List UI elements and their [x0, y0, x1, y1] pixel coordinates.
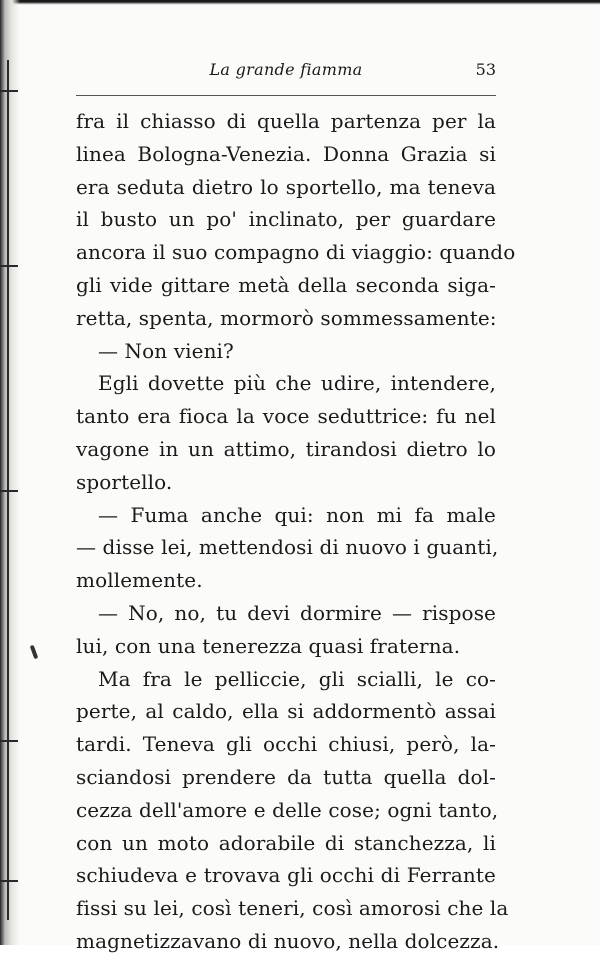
text-line: magnetizzavano di nuovo, nella dolcezza.: [76, 928, 500, 953]
text-line: perte, al caldo, ella si addormentò assai: [76, 699, 496, 724]
text-line: Egli dovette più che udire, intendere,: [98, 371, 496, 396]
binding-stitch: [0, 740, 18, 742]
text-line: ancora il suo compagno di viaggio: quando: [76, 240, 516, 265]
text-line: lui, con una tenerezza quasi fraterna.: [76, 633, 461, 658]
text-line: schiudeva e trovava gli occhi di Ferrante: [76, 863, 496, 888]
header-rule: [76, 95, 496, 96]
text-line: fra il chiasso di quella partenza per la: [76, 109, 496, 133]
text-line: mollemente.: [76, 568, 203, 593]
body-text: [76, 105, 516, 958]
binding-stitch: [0, 880, 18, 882]
page-header: [76, 56, 496, 88]
text-line: — No, no, tu devi dormire — rispose: [98, 600, 496, 625]
text-line: tanto era fioca la voce seduttrice: fu nel: [76, 404, 496, 429]
running-title: La grande fiamma: [209, 60, 363, 79]
text-line: — disse lei, mettendosi di nuovo i guanti,: [76, 535, 499, 560]
binding-edge: [0, 0, 20, 945]
ink-mark: [30, 645, 39, 660]
text-line: retta, spenta, mormorò sommessamente:: [76, 305, 497, 330]
text-line: con un moto adorabile di stanchezza, li: [76, 830, 496, 855]
text-line: Ma fra le pelliccie, gli scialli, le co-: [98, 666, 496, 691]
text-line: il busto un po' inclinato, per guardare: [76, 207, 496, 232]
text-line: cezza dell'amore e delle cose; ogni tanto,: [76, 797, 499, 822]
page-number: 53: [475, 60, 496, 79]
text-line: vagone in un attimo, tirandosi dietro lo: [76, 436, 496, 461]
binding-stitch: [0, 265, 18, 267]
text-line: sportello.: [76, 469, 173, 494]
text-line: fissi su lei, così teneri, così amorosi che la: [76, 896, 509, 921]
text-line: era seduta dietro lo sportello, ma teneva: [76, 174, 496, 199]
binding-stitch: [0, 490, 18, 492]
text-line: gli vide gittare metà della seconda siga-: [76, 272, 496, 297]
text-line: — Non vieni?: [98, 338, 234, 363]
binding-stitch: [0, 90, 18, 92]
text-line: tardi. Teneva gli occhi chiusi, però, la-: [76, 732, 496, 757]
page-top-edge: [0, 0, 600, 5]
text-line: — Fuma anche qui: non mi fa male: [98, 502, 496, 527]
text-line: linea Bologna-Venezia. Donna Grazia si: [76, 141, 496, 166]
text-line: sciandosi prendere da tutta quella dol-: [76, 764, 496, 789]
